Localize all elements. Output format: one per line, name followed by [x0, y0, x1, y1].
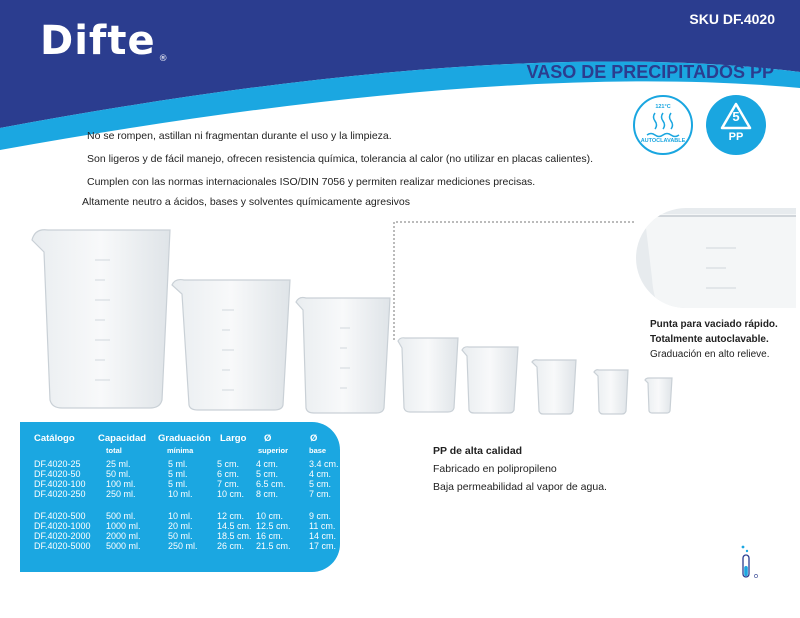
- table-cell: 500 ml.: [106, 511, 136, 521]
- recycle-label: PP: [728, 131, 744, 143]
- table-cell: DF.4020-50: [34, 469, 81, 479]
- table-subheader: base: [309, 446, 327, 455]
- table-cell: 5 cm.: [217, 459, 240, 469]
- table-cell: 5 ml.: [168, 479, 188, 489]
- sku-label: SKU DF.4020: [689, 11, 775, 27]
- table-subheader: total: [106, 446, 122, 455]
- table-cell: DF.4020-1000: [34, 521, 91, 531]
- table-cell: 5 ml.: [168, 469, 188, 479]
- table-subheader: mínima: [167, 446, 194, 455]
- beaker-250: [462, 347, 518, 413]
- table-cell: 11 cm.: [309, 521, 336, 531]
- feature-text: Altamente neutro a ácidos, bases y solventes químicamente agresivos: [82, 196, 411, 208]
- table-cell: 7 cm.: [309, 489, 332, 499]
- beaker-25: [645, 378, 672, 413]
- table-subheader: superior: [258, 446, 289, 455]
- table-cell: DF.4020-100: [34, 479, 86, 489]
- feature-text: Cumplen con las normas internacionales ISO/DIN 7056 y permiten realizar mediciones precisas.: [87, 176, 536, 188]
- table-cell: 1000 ml.: [106, 521, 141, 531]
- table-cell: 6.5 cm.: [256, 479, 286, 489]
- brand-logo: Difte ®: [40, 18, 169, 64]
- table-header: Graduación: [158, 433, 211, 444]
- recycle-number: 5: [732, 109, 740, 124]
- table-cell: DF.4020-250: [34, 489, 86, 499]
- table-cell: 4 cm.: [309, 469, 332, 479]
- beaker-500: [398, 338, 458, 412]
- autoclave-temp: 121°C: [655, 104, 671, 110]
- table-cell: 10 cm.: [217, 489, 245, 499]
- table-cell: DF.4020-500: [34, 511, 86, 521]
- zoom-note: Punta para vaciado rápido.: [650, 319, 778, 330]
- steam-icon: [635, 109, 691, 139]
- beaker-100: [532, 360, 576, 414]
- table-cell: 5 cm.: [309, 479, 332, 489]
- table-cell: 5 cm.: [256, 469, 279, 479]
- table-cell: 12 cm.: [217, 511, 245, 521]
- table-cell: 14.5 cm.: [217, 521, 252, 531]
- recycle-badge: [706, 95, 766, 155]
- table-cell: 6 cm.: [217, 469, 240, 479]
- table-header: Ø: [310, 433, 318, 444]
- table-cell: DF.4020-5000: [34, 541, 91, 551]
- beaker-2000: [172, 280, 290, 410]
- table-cell: 10 cm.: [256, 511, 284, 521]
- table-cell: 8 cm.: [256, 489, 279, 499]
- quality-line: Fabricado en polipropileno: [433, 463, 557, 475]
- page-title: VASO DE PRECIPITADOS PP: [526, 62, 774, 82]
- table-cell: 3.4 cm.: [309, 459, 339, 469]
- table-header: Catálogo: [34, 433, 75, 444]
- table-cell: 4 cm.: [256, 459, 279, 469]
- beaker-5000: [32, 230, 170, 408]
- table-cell: 26 cm.: [217, 541, 245, 551]
- quality-line: Baja permeabilidad al vapor de agua.: [433, 481, 607, 493]
- feature-text: No se rompen, astillan ni fragmentan durante el uso y la limpieza.: [87, 130, 392, 142]
- table-cell: 5000 ml.: [106, 541, 141, 551]
- table-header: Capacidad: [98, 433, 147, 444]
- table-cell: 250 ml.: [106, 489, 136, 499]
- table-cell: 16 cm.: [256, 531, 284, 541]
- table-cell: 18.5 cm.: [217, 531, 252, 541]
- zoom-note: Graduación en alto relieve.: [650, 349, 770, 360]
- autoclave-badge: [633, 95, 693, 155]
- table-cell: 12.5 cm.: [256, 521, 291, 531]
- table-cell: 17 cm.: [309, 541, 337, 551]
- recycle-icon: [706, 95, 766, 155]
- table-cell: 50 ml.: [168, 531, 193, 541]
- feature-text: Son ligeros y de fácil manejo, ofrecen resistencia química, tolerancia al calor (no utilizar en placas calientes).: [87, 153, 593, 165]
- table-cell: DF.4020-25: [34, 459, 81, 469]
- table-header: Ø: [264, 433, 272, 444]
- autoclave-label: AUTOCLAVABLE: [640, 138, 686, 144]
- table-header: Largo: [220, 433, 247, 444]
- beaker-1000: [296, 298, 390, 414]
- table-cell: 20 ml.: [168, 521, 193, 531]
- table-cell: 14 cm.: [309, 531, 337, 541]
- table-cell: 10 ml.: [168, 489, 193, 499]
- table-cell: DF.4020-2000: [34, 531, 91, 541]
- spec-table: [20, 422, 340, 572]
- test-tube-icon: [738, 544, 762, 582]
- table-cell: 10 ml.: [168, 511, 193, 521]
- table-cell: 25 ml.: [106, 459, 131, 469]
- zoom-detail-image: [636, 208, 796, 308]
- table-cell: 9 cm.: [309, 511, 332, 521]
- quality-heading: PP de alta calidad: [433, 445, 523, 457]
- table-cell: 2000 ml.: [106, 531, 141, 541]
- table-cell: 100 ml.: [106, 479, 136, 489]
- table-cell: 5 ml.: [168, 459, 188, 469]
- table-cell: 250 ml.: [168, 541, 198, 551]
- zoom-note: Totalmente autoclavable.: [650, 334, 769, 345]
- table-cell: 7 cm.: [217, 479, 240, 489]
- table-cell: 50 ml.: [106, 469, 131, 479]
- table-cell: 21.5 cm.: [256, 541, 291, 551]
- beaker-50: [594, 370, 628, 414]
